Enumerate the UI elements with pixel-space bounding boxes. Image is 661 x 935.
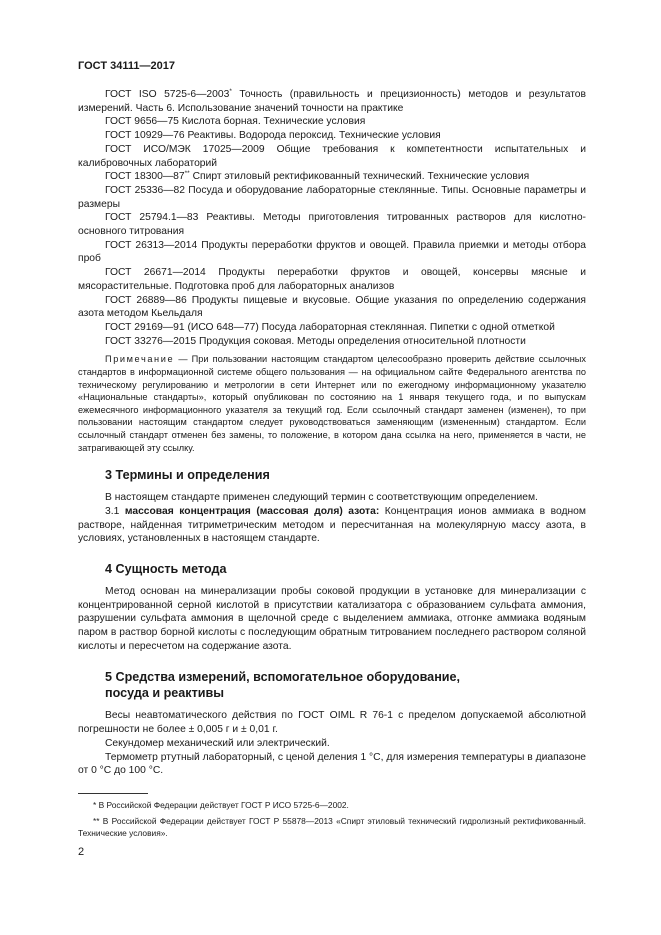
- note-label: Примечание: [105, 354, 175, 365]
- note-paragraph: Примечание — При пользовании настоящим стандартом целесообразно проверить действие ссылочных стандартов в информационной системе общего пользования — на официальном сайте Федерального агентства по техническому регулированию и метрологии в сети Интернет или по ежегодному информационному указателю «Национальные стандарты», который опубликован по состоянию на 1 января текущего года, и по выпускам ежемесячного информационного указателя за текущий год. Если ссылочный стандарт заменен (изменен), то при пользовании настоящим стандартом следует руководствоваться заменяющим (измененным) стандартом. Если ссылочный стандарт отменен без замены, то положение, в котором дана ссылка на него, применяется в части, не затрагивающей эту ссылку.: [78, 354, 586, 453]
- section-3-intro: В настоящем стандарте применен следующий термин с соответствующим определением.: [105, 492, 538, 504]
- reference-item: ГОСТ 9656—75 Кислота борная. Технические условия: [105, 116, 366, 128]
- section-4-heading: 4 Сущность метода: [105, 561, 227, 576]
- reference-item: ГОСТ 33276—2015 Продукция соковая. Методы определения относительной плотности: [105, 335, 526, 347]
- footnotes: [78, 799, 586, 844]
- section-5-paragraph: Термометр ртутный лабораторный, с ценой деления 1 °С, для измерения температуры в диапазоне от 0 °С до 100 °С.: [78, 751, 586, 777]
- document-body: [78, 88, 586, 778]
- reference-item: ГОСТ 25336—82 Посуда и оборудование лабораторные стеклянные. Типы. Основные параметры и размеры: [78, 184, 587, 210]
- reference-item: ГОСТ ISO 5725-6—2003* Точность (правильность и прецизионность) методов и результатов измерений. Часть 6. Использование значений точности на практике: [78, 88, 586, 114]
- section-5-paragraph: Секундомер механический или электрический.: [105, 737, 330, 749]
- section-5-paragraph: Весы неавтоматического действия по ГОСТ OIML R 76-1 с пределом допускаемой абсолютной погрешности не более ± 0,005 г и ± 0,01 г.: [78, 710, 586, 736]
- reference-item: ГОСТ 18300—87** Спирт этиловый ректификованный технический. Технические условия: [105, 170, 530, 183]
- reference-item: ГОСТ 26671—2014 Продукты переработки фруктов и овощей, консервы мясные и мясорастительные. Подготовка проб для лабораторных анализов: [78, 267, 586, 292]
- document-header: ГОСТ 34111—2017: [78, 60, 175, 72]
- reference-item: ГОСТ 26889—86 Продукты пищевые и вкусовые. Общие указания по определению содержания азота методом Кьельдаля: [78, 294, 586, 320]
- section-4-text: Метод основан на минерализации пробы соковой продукции в установке для минерализации с концентрированной серной кислотой в присутствии катализатора с образованием сульфата аммония, разрушении сульфата аммония в щелочной среде с выделением аммиака, отгонке аммиака водяным паром в раствор борной кислоты с последующим обратным титрованием последнего раствором соляной кислоты и пересчетом на содержание азота.: [78, 585, 586, 652]
- page-number: 2: [78, 846, 85, 858]
- footnote: ** В Российской Федерации действует ГОСТ Р 55878—2013 «Спирт этиловый технический гидролизный ректификованный. Технические условия».: [78, 816, 586, 839]
- term-name: массовая концентрация (массовая доля) азота:: [124, 505, 380, 517]
- term-definition: 3.1 массовая концентрация (массовая доля) азота: Концентрация ионов аммиака в водном растворе, найденная титриметрическим методом и пересчитанная на молекулярную массу азота, в условиях, установленных в настоящем стандарте.: [78, 505, 586, 545]
- reference-item: ГОСТ 29169—91 (ИСО 648—77) Посуда лабораторная стеклянная. Пипетки с одной отметкой: [105, 321, 555, 333]
- footnote-divider: [78, 793, 148, 794]
- reference-item: ГОСТ ИСО/МЭК 17025—2009 Общие требования к компетентности испытательных и калибровочных лабораторий: [78, 143, 586, 169]
- reference-item: ГОСТ 26313—2014 Продукты переработки фруктов и овощей. Правила приемки и методы отбора проб: [78, 239, 587, 265]
- normative-references-list: [78, 88, 586, 348]
- section-3-heading: 3 Термины и определения: [105, 468, 270, 483]
- section-5-heading: 5 Средства измерений, вспомогательное оборудование, посуда и реактивы: [105, 670, 461, 701]
- reference-item: ГОСТ 10929—76 Реактивы. Водорода пероксид. Технические условия: [105, 130, 441, 142]
- footnote: * В Российской Федерации действует ГОСТ Р ИСО 5725-6—2002.: [93, 800, 349, 810]
- reference-item: ГОСТ 25794.1—83 Реактивы. Методы приготовления титрованных растворов для кислотно-основного титрования: [78, 212, 586, 238]
